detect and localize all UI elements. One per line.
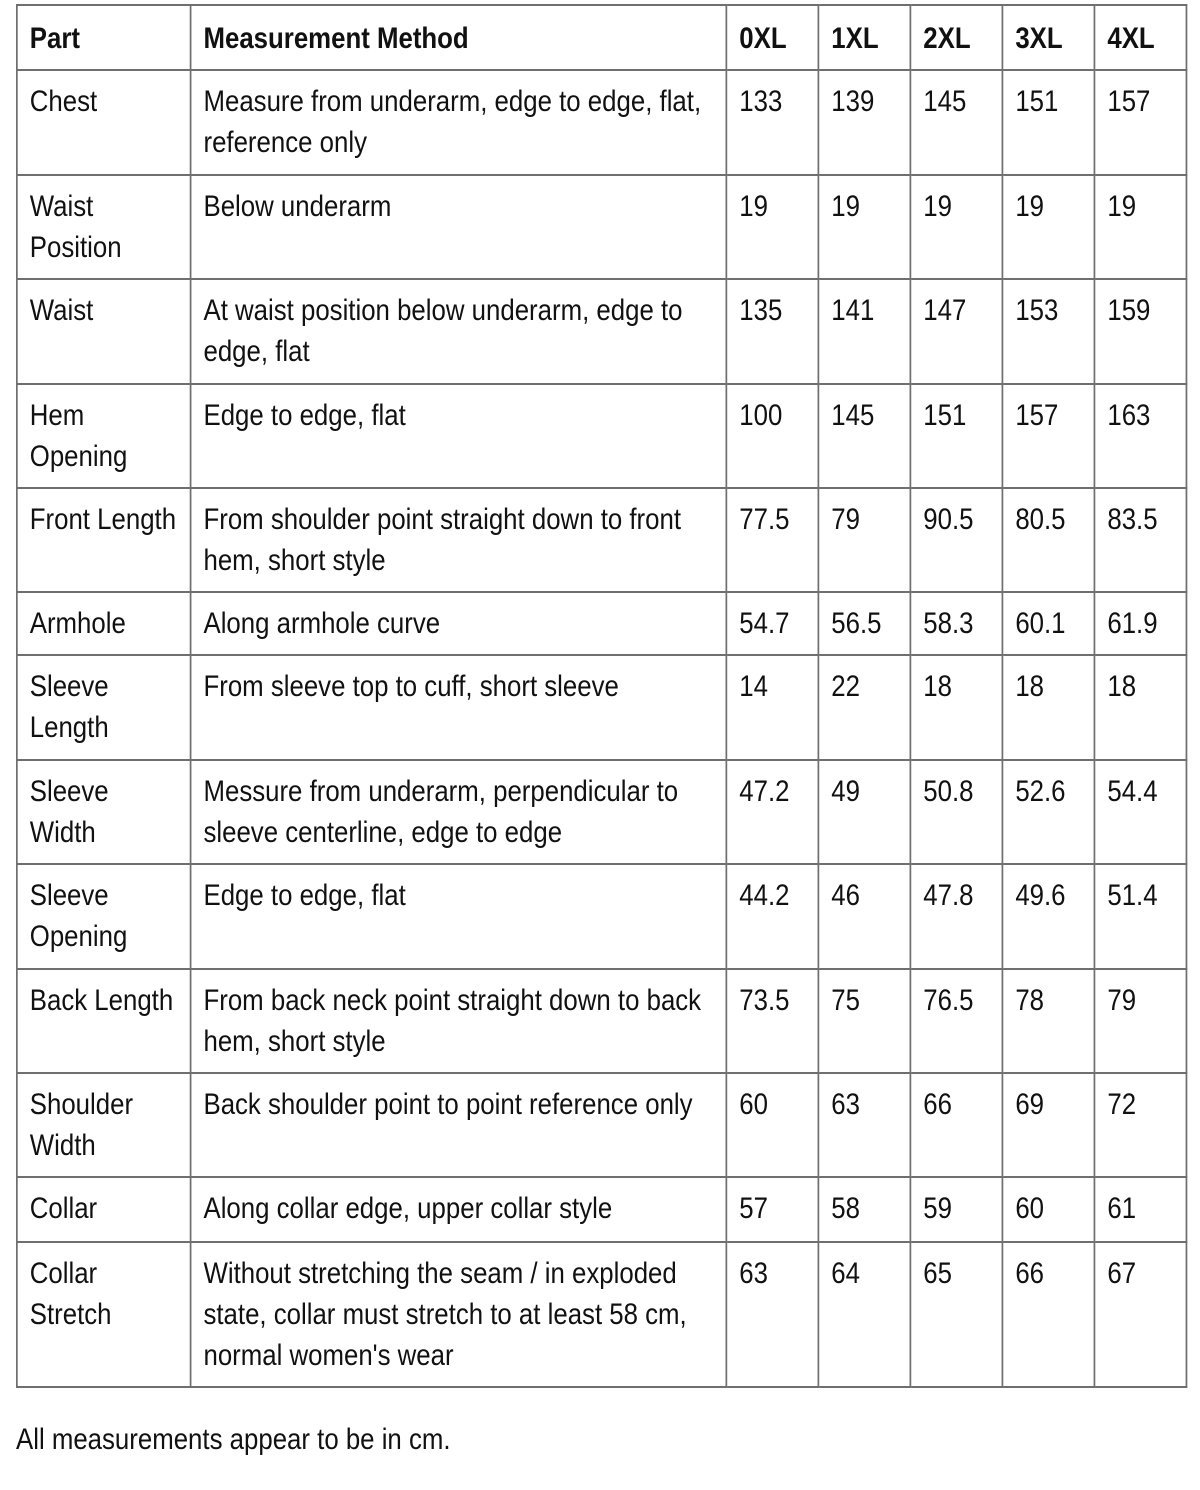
cell-size-value: 66 — [910, 1073, 1002, 1177]
cell-size-value: 66 — [1002, 1242, 1094, 1387]
cell-size-value: 44.2 — [726, 864, 818, 969]
cell-size-value: 78 — [1002, 969, 1094, 1073]
cell-size-value: 19 — [910, 175, 1002, 279]
cell-size-value: 54.7 — [726, 592, 818, 655]
cell-size-value: 72 — [1094, 1073, 1186, 1177]
table-row — [17, 1242, 1187, 1387]
header-measurement-method: Measurement Method — [191, 5, 727, 70]
header-size-3xl: 3XL — [1002, 5, 1094, 70]
cell-size-value: 58 — [818, 1177, 910, 1242]
cell-size-value: 60 — [726, 1073, 818, 1177]
cell-size-value: 79 — [818, 488, 910, 592]
cell-measurement-method: From sleeve top to cuff, short sleeve — [191, 655, 727, 760]
cell-size-value: 19 — [1002, 175, 1094, 279]
cell-measurement-method: At waist position below underarm, edge to edge, flat — [191, 279, 727, 384]
cell-size-value: 18 — [910, 655, 1002, 760]
header-size-1xl: 1XL — [818, 5, 910, 70]
cell-size-value: 64 — [818, 1242, 910, 1387]
cell-size-value: 141 — [818, 279, 910, 384]
cell-size-value: 60 — [1002, 1177, 1094, 1242]
cell-measurement-method: Without stretching the seam / in exploded state, collar must stretch to at least 58 cm, normal women's wear — [191, 1242, 727, 1387]
cell-size-value: 159 — [1094, 279, 1186, 384]
cell-size-value: 22 — [818, 655, 910, 760]
cell-part: Collar Stretch — [17, 1242, 191, 1387]
cell-part: Front Length — [17, 488, 191, 592]
cell-size-value: 18 — [1002, 655, 1094, 760]
table-row — [17, 969, 1187, 1073]
cell-size-value: 18 — [1094, 655, 1186, 760]
cell-size-value: 133 — [726, 70, 818, 175]
cell-size-value: 157 — [1094, 70, 1186, 175]
cell-size-value: 151 — [1002, 70, 1094, 175]
table-row — [17, 70, 1187, 175]
cell-size-value: 77.5 — [726, 488, 818, 592]
table-row — [17, 1177, 1187, 1242]
cell-size-value: 50.8 — [910, 760, 1002, 864]
cell-measurement-method: From shoulder point straight down to front hem, short style — [191, 488, 727, 592]
cell-part: Sleeve Length — [17, 655, 191, 760]
cell-size-value: 61 — [1094, 1177, 1186, 1242]
cell-size-value: 56.5 — [818, 592, 910, 655]
cell-measurement-method: Back shoulder point to point reference only — [191, 1073, 727, 1177]
cell-size-value: 147 — [910, 279, 1002, 384]
cell-size-value: 59 — [910, 1177, 1002, 1242]
header-part: Part — [17, 5, 191, 70]
cell-size-value: 47.8 — [910, 864, 1002, 969]
cell-part: Back Length — [17, 969, 191, 1073]
table-row — [17, 488, 1187, 592]
cell-size-value: 54.4 — [1094, 760, 1186, 864]
table-row — [17, 760, 1187, 864]
cell-size-value: 145 — [910, 70, 1002, 175]
table-row — [17, 655, 1187, 760]
cell-size-value: 163 — [1094, 384, 1186, 488]
cell-size-value: 61.9 — [1094, 592, 1186, 655]
table-row — [17, 1073, 1187, 1177]
cell-size-value: 49.6 — [1002, 864, 1094, 969]
cell-size-value: 52.6 — [1002, 760, 1094, 864]
cell-size-value: 46 — [818, 864, 910, 969]
cell-size-value: 47.2 — [726, 760, 818, 864]
cell-measurement-method: Measure from underarm, edge to edge, flat, reference only — [191, 70, 727, 175]
cell-size-value: 57 — [726, 1177, 818, 1242]
cell-measurement-method: Messure from underarm, perpendicular to sleeve centerline, edge to edge — [191, 760, 727, 864]
table-row — [17, 592, 1187, 655]
cell-size-value: 145 — [818, 384, 910, 488]
header-size-2xl: 2XL — [910, 5, 1002, 70]
cell-size-value: 58.3 — [910, 592, 1002, 655]
cell-part: Waist Position — [17, 175, 191, 279]
cell-size-value: 63 — [726, 1242, 818, 1387]
cell-measurement-method: From back neck point straight down to back hem, short style — [191, 969, 727, 1073]
cell-size-value: 51.4 — [1094, 864, 1186, 969]
cell-size-value: 63 — [818, 1073, 910, 1177]
cell-measurement-method: Along collar edge, upper collar style — [191, 1177, 727, 1242]
header-row — [17, 5, 1187, 70]
cell-measurement-method: Below underarm — [191, 175, 727, 279]
cell-size-value: 49 — [818, 760, 910, 864]
cell-size-value: 67 — [1094, 1242, 1186, 1387]
cell-size-value: 135 — [726, 279, 818, 384]
cell-size-value: 157 — [1002, 384, 1094, 488]
table-row — [17, 279, 1187, 384]
cell-part: Waist — [17, 279, 191, 384]
cell-part: Armhole — [17, 592, 191, 655]
cell-size-value: 80.5 — [1002, 488, 1094, 592]
cell-measurement-method: Along armhole curve — [191, 592, 727, 655]
table-row — [17, 175, 1187, 279]
cell-size-value: 19 — [1094, 175, 1186, 279]
cell-measurement-method: Edge to edge, flat — [191, 384, 727, 488]
cell-size-value: 73.5 — [726, 969, 818, 1073]
cell-measurement-method: Edge to edge, flat — [191, 864, 727, 969]
cell-size-value: 83.5 — [1094, 488, 1186, 592]
cell-part: Sleeve Opening — [17, 864, 191, 969]
cell-size-value: 151 — [910, 384, 1002, 488]
cell-size-value: 76.5 — [910, 969, 1002, 1073]
cell-size-value: 100 — [726, 384, 818, 488]
cell-size-value: 139 — [818, 70, 910, 175]
cell-part: Hem Opening — [17, 384, 191, 488]
footnote: All measurements appear to be in cm. — [16, 1423, 451, 1456]
cell-part: Chest — [17, 70, 191, 175]
cell-part: Sleeve Width — [17, 760, 191, 864]
cell-part: Collar — [17, 1177, 191, 1242]
cell-size-value: 19 — [818, 175, 910, 279]
cell-size-value: 14 — [726, 655, 818, 760]
cell-part: Shoulder Width — [17, 1073, 191, 1177]
cell-size-value: 79 — [1094, 969, 1186, 1073]
size-chart-table — [16, 4, 1187, 1388]
cell-size-value: 153 — [1002, 279, 1094, 384]
table-row — [17, 864, 1187, 969]
cell-size-value: 65 — [910, 1242, 1002, 1387]
cell-size-value: 19 — [726, 175, 818, 279]
cell-size-value: 69 — [1002, 1073, 1094, 1177]
cell-size-value: 90.5 — [910, 488, 1002, 592]
header-size-4xl: 4XL — [1094, 5, 1186, 70]
cell-size-value: 60.1 — [1002, 592, 1094, 655]
header-size-0xl: 0XL — [726, 5, 818, 70]
table-row — [17, 384, 1187, 488]
cell-size-value: 75 — [818, 969, 910, 1073]
